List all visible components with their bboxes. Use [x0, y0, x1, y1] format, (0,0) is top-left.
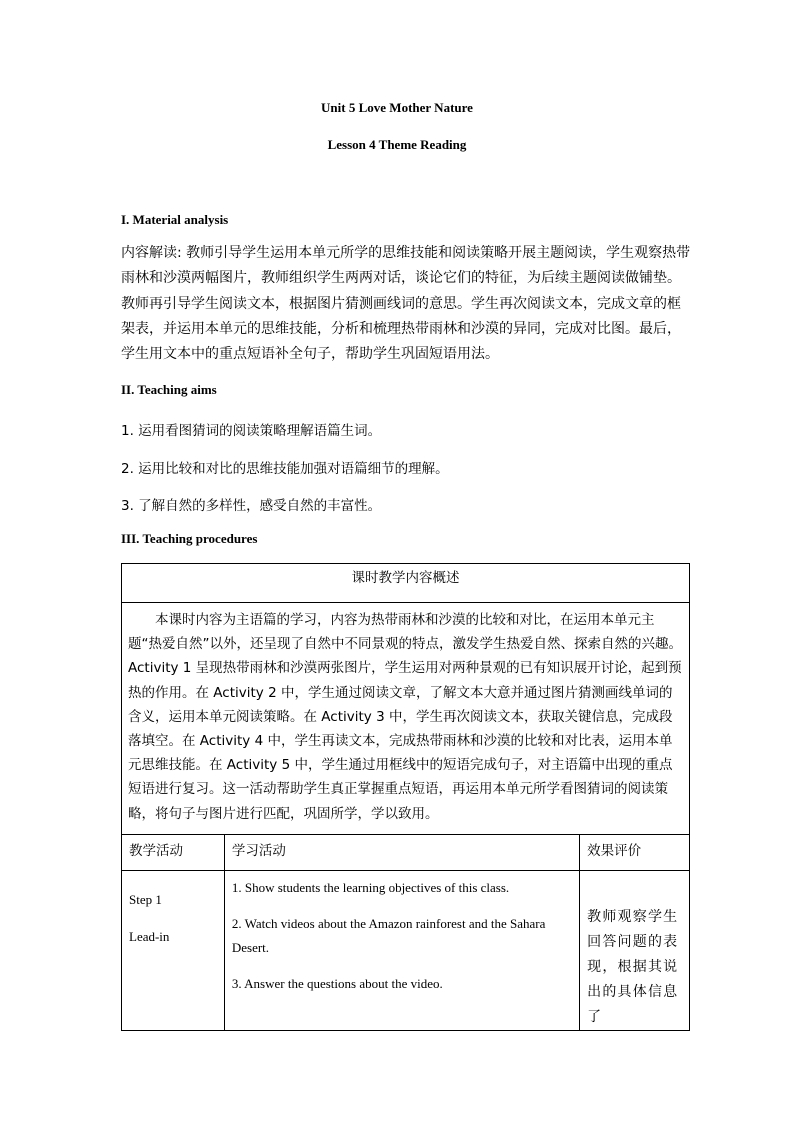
unit-title: Unit 5 Love Mother Nature — [321, 100, 473, 115]
teaching-aim-1: 1. 运用看图猜词的阅读策略理解语篇生词。 — [121, 423, 382, 439]
overview-text: 本课时内容为主语篇的学习，内容为热带雨林和沙漠的比较和对比，在运用本单元主题“热爱自然”以外，还呈现了自然中不同景观的特点，激发学生热爱自然、探索自然的兴趣。Activity 1 呈现热带雨林和沙漠两张图片，学生运用对两种景观的已有知识展开讨论，起到预热的作用。在 Activity 2 中，学生通过阅读文章，了解文本大意并通过图片猜测画线单词的含义，运用本单元阅读策略。在 Activity 3 中，学生再次阅读文本，获取关键信息，完成段落填空。在 Activity 4 中，学生再读文本，完成热带雨林和沙漠的比较和对比表，运用本单元思维技能。在 Activity 5 中，学生通过用框线中的短语完成句子，对主语篇中出现的重点短语进行复习。这一活动帮助学生真正掌握重点短语，再运用本单元所学看图猜词的阅读策略，将句子与图片进行匹配，巩固所学，学以致用。 — [122, 603, 690, 835]
teaching-procedures-heading: III. Teaching procedures — [121, 531, 258, 546]
step-cell — [122, 870, 225, 1030]
learning-activity-3: 3. Answer the questions about the video. — [231, 975, 443, 991]
teaching-aim-2: 2. 运用比较和对比的思维技能加强对语篇细节的理解。 — [121, 461, 449, 477]
procedures-table — [121, 563, 690, 1031]
learning-activities-cell — [224, 870, 579, 1030]
column-header-learning-activity: 学习活动 — [224, 834, 579, 870]
lesson-title: Lesson 4 Theme Reading — [327, 137, 467, 152]
overview-title-cell — [122, 564, 690, 603]
evaluation-text: 教师观察学生回答问题的表现，根据其说出的具体信息了 — [580, 870, 690, 1030]
step-number: Step 1 — [129, 891, 162, 907]
material-analysis-paragraph: 内容解读: 教师引导学生运用本单元所学的思维技能和阅读策略开展主题阅读，学生观察热带雨林和沙漠两幅图片，教师组织学生两两对话，谈论它们的特征，为后续主题阅读做铺垫。教师再引导学生阅读文本，根据图片猜测画线词的意思。学生再次阅读文本，完成文章的框架表，并运用本单元的思维技能，分析和梳理热带雨林和沙漠的异同，完成对比图。最后，学生用文本中的重点短语补全句子，帮助学生巩固短语用法。 — [121, 245, 691, 363]
learning-activity-1: 1. Show students the learning objectives of this class. — [231, 879, 510, 895]
overview-title: 课时教学内容概述 — [351, 570, 460, 586]
material-analysis-heading: I. Material analysis — [121, 212, 229, 227]
column-header-evaluation: 效果评价 — [580, 834, 690, 870]
teaching-aim-3: 3. 了解自然的多样性，感受自然的丰富性。 — [121, 498, 382, 514]
column-header-teaching-activity: 教学活动 — [122, 834, 225, 870]
teaching-aims-heading: II. Teaching aims — [121, 382, 217, 397]
learning-activity-2: 2. Watch videos about the Amazon rainforest and the Sahara Desert. — [231, 915, 546, 955]
step-name: Lead-in — [129, 928, 170, 944]
